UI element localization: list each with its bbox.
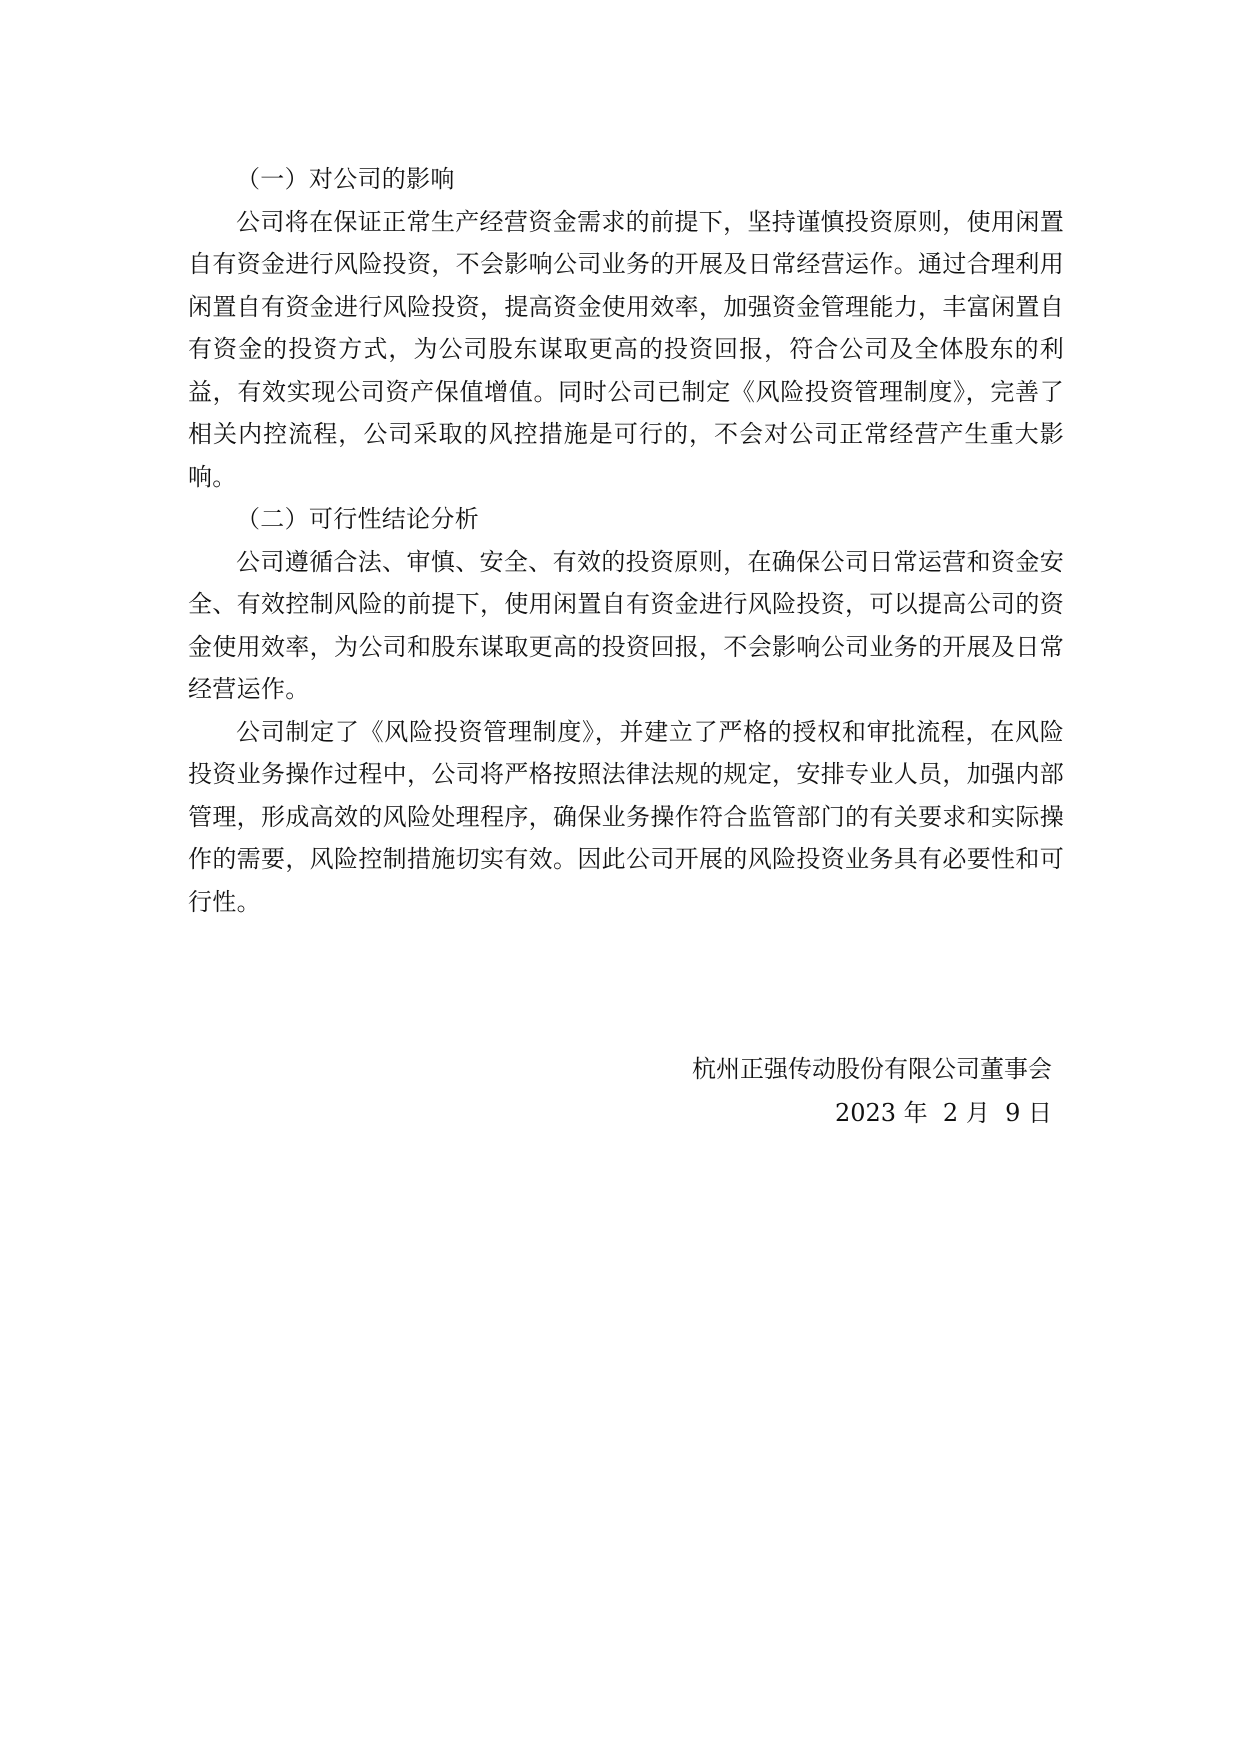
paragraph-feasibility-1: 公司遵循合法、审慎、安全、有效的投资原则，在确保公司日常运营和资金安全、有效控制风险的前提下，使用闲置自有资金进行风险投资，可以提高公司的资金使用效率，为公司和股东谋取更高的投资回报，不会影响公司业务的开展及日常经营运作。 (188, 547, 1064, 703)
section-heading-feasibility: （二）可行性结论分析 (236, 505, 479, 533)
signature-company: 杭州正强传动股份有限公司董事会 (692, 1055, 1052, 1083)
paragraph-impact: 公司将在保证正常生产经营资金需求的前提下，坚持谨慎投资原则，使用闲置自有资金进行风险投资，不会影响公司业务的开展及日常经营运作。通过合理利用闲置自有资金进行风险投资，提高资金使用效率，加强资金管理能力，丰富闲置自有资金的投资方式，为公司股东谋取更高的投资回报，符合公司及全体股东的利益，有效实现公司资产保值增值。同时公司已制定《风险投资管理制度》，完善了相关内控流程，公司采取的风控措施是可行的，不会对公司正常经营产生重大影响。 (188, 207, 1064, 491)
signature-block (692, 1047, 1052, 1135)
section-heading-impact: （一）对公司的影响 (236, 165, 455, 193)
document-body (188, 158, 1064, 923)
signature-date: 2023 年 2 月 9 日 (834, 1099, 1052, 1127)
paragraph-feasibility-2: 公司制定了《风险投资管理制度》，并建立了严格的授权和审批流程，在风险投资业务操作过程中，公司将严格按照法律法规的规定，安排专业人员，加强内部管理，形成高效的风险处理程序，确保业务操作符合监管部门的有关要求和实际操作的需要，风险控制措施切实有效。因此公司开展的风险投资业务具有必要性和可行性。 (188, 717, 1064, 916)
